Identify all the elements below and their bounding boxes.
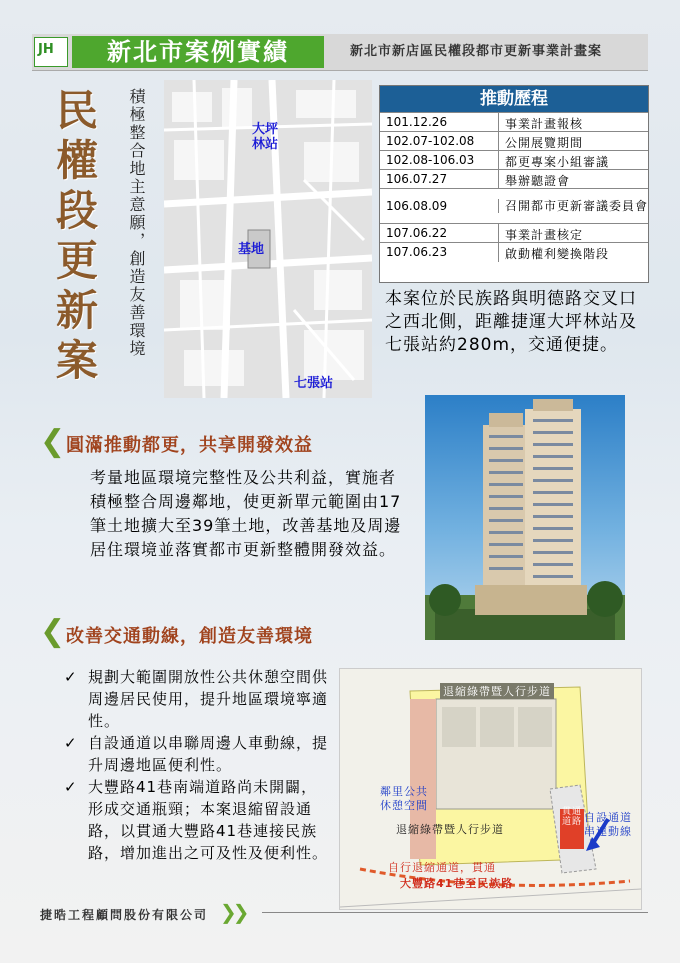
table-row xyxy=(380,169,648,188)
map-label-station-qizhang: 七張站 xyxy=(294,376,334,391)
table-row xyxy=(380,131,648,150)
list-item xyxy=(62,666,330,732)
page-title: 新北市案例實績 xyxy=(72,36,324,68)
checkmark-icon: ✓ xyxy=(64,668,78,686)
label-public-plaza: 鄰里公共休憩空間 xyxy=(380,785,428,812)
traffic-bullet-list xyxy=(62,666,330,864)
section-title-traffic: 改善交通動線，創造友善環境 xyxy=(66,626,313,647)
timeline-date: 106.08.09 xyxy=(380,199,499,213)
list-item xyxy=(62,776,330,864)
timeline-event: 事業計畫核定 xyxy=(505,228,584,242)
footer-company: 捷晧工程顧問股份有限公司 xyxy=(40,908,209,922)
section-title-development: 圓滿推動都更，共享開發效益 xyxy=(66,435,313,456)
timeline-heading: 推動歷程 xyxy=(380,86,648,112)
checkmark-icon: ✓ xyxy=(64,734,78,752)
timeline-event: 啟動權利變換階段 xyxy=(505,247,610,261)
table-row xyxy=(380,242,648,262)
label-self-passage: 自設通道串連動線 xyxy=(584,811,632,838)
timeline-date: 102.08-106.03 xyxy=(380,151,499,169)
timeline-event: 公開展覽期間 xyxy=(505,136,584,150)
chevron-left-icon: ❮ xyxy=(40,614,66,649)
site-plan xyxy=(339,668,642,910)
label-bottom-walkway: 退縮綠帶暨人行步道 xyxy=(396,823,504,836)
label-road-sign: 貫通道路 xyxy=(562,807,583,827)
map-label-station-dapinglin: 大坪林站 xyxy=(252,122,279,152)
map-label-site: 基地 xyxy=(238,242,265,257)
timeline-table xyxy=(379,85,649,283)
location-map xyxy=(164,80,372,398)
bullet-text: 規劃大範圍開放性公共休憩空間供周邊居民使用，提升地區環境寧適性。 xyxy=(88,668,329,730)
timeline-date: 107.06.22 xyxy=(380,224,499,242)
footer-divider xyxy=(262,912,648,913)
timeline-event: 舉辦聽證會 xyxy=(505,174,571,188)
company-logo xyxy=(34,37,68,67)
timeline-event: 都更專案小組審議 xyxy=(505,155,610,169)
table-row xyxy=(380,188,648,223)
building-rendering xyxy=(425,395,625,640)
timeline-date: 107.06.23 xyxy=(380,243,499,262)
building-rendering-art xyxy=(425,395,625,640)
timeline-date: 101.12.26 xyxy=(380,113,499,131)
label-road-note-line1: 自行退縮通道，貫通 xyxy=(388,861,496,874)
table-row xyxy=(380,150,648,169)
page-subtitle: 新北市新店區民權段都市更新事業計畫案 xyxy=(350,44,603,59)
timeline-event: 事業計畫報核 xyxy=(505,117,584,131)
section-body-development: 考量地區環境完整性及公共利益，實施者積極整合周邊鄰地，使更新單元範圍由17筆土地擴大至39筆土地，改善基地及周邊居住環境並落實都市更新整體開發效益。 xyxy=(90,468,402,559)
timeline-date: 102.07-102.08 xyxy=(380,132,499,150)
table-row xyxy=(380,112,648,131)
list-item xyxy=(62,732,330,776)
location-note: 本案位於民族路與明德路交叉口之西北側，距離捷運大坪林站及七張站約280m，交通便捷。 xyxy=(385,289,637,355)
bullet-text: 自設通道以串聯周邊人車動線，提升周邊地區便利性。 xyxy=(88,734,329,774)
project-subtitle-vertical: 積極整合地主意願，創造友善環境 xyxy=(127,88,146,358)
label-top-walkway: 退縮綠帶暨人行步道 xyxy=(440,683,554,699)
project-title-vertical: 民權段更新案 xyxy=(50,88,99,388)
checkmark-icon: ✓ xyxy=(64,778,78,796)
timeline-date: 106.07.27 xyxy=(380,170,499,188)
label-road-note-line2: 大豐路41巷至民族路 xyxy=(400,877,514,890)
table-row xyxy=(380,223,648,242)
chevron-left-icon: ❮ xyxy=(40,424,66,459)
double-chevron-right-icon: ❯❯ xyxy=(220,900,246,924)
logo-text: JH xyxy=(38,42,54,57)
bullet-text: 大豐路41巷南端道路尚未開闢，形成交通瓶頸；本案退縮留設通路，以貫通大豐路41巷連接民族路，增加進出之可及性及便利性。 xyxy=(88,778,329,862)
timeline-event: 召開都市更新審議委員會 xyxy=(505,199,649,213)
